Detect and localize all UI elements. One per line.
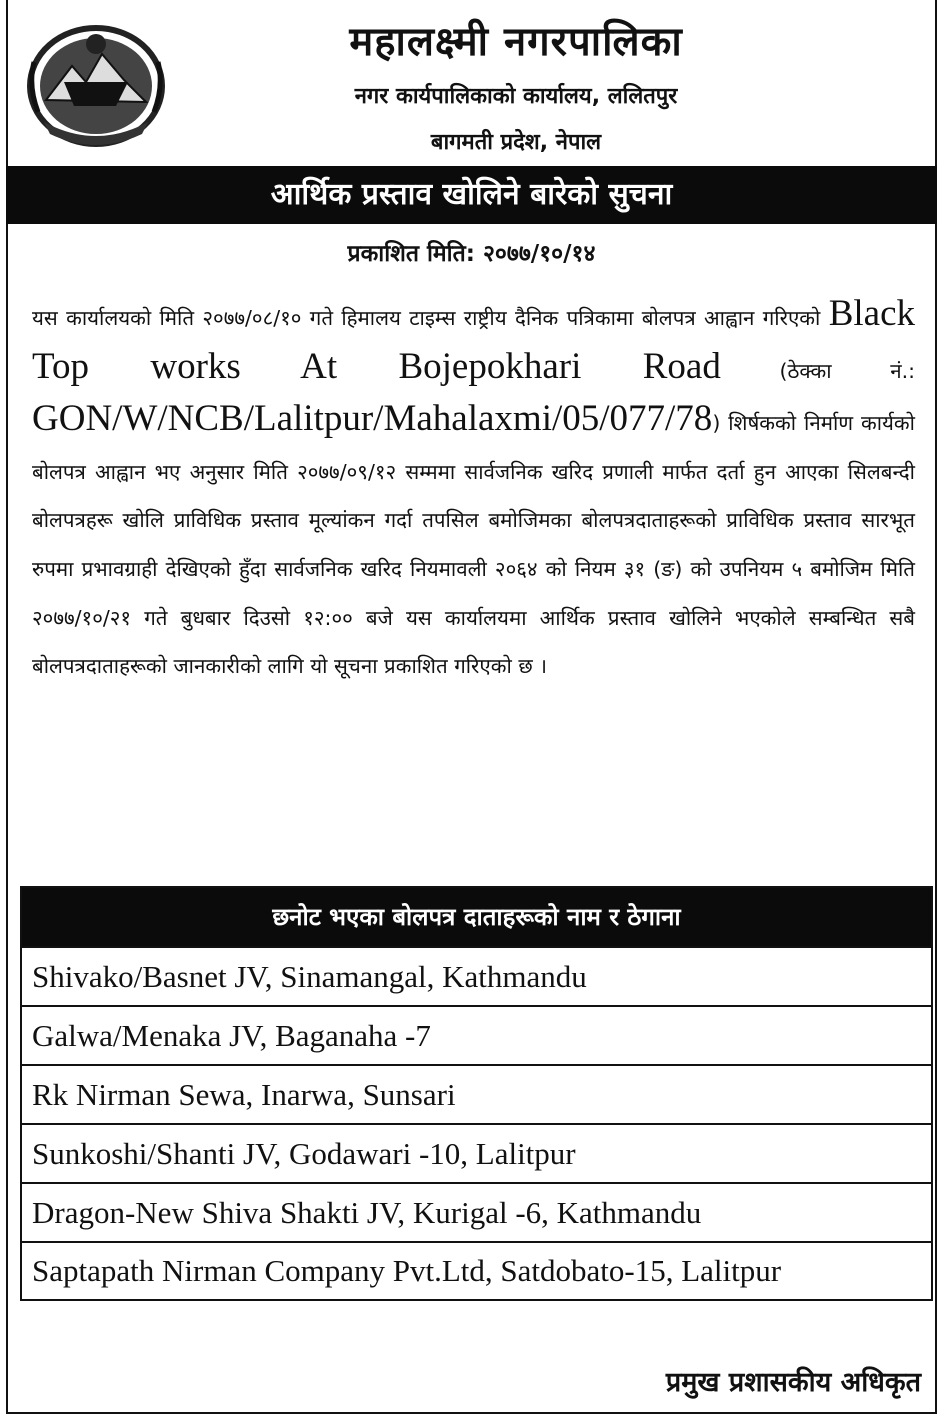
bidder-row: Shivako/Basnet JV, Sinamangal, Kathmandu <box>22 946 931 1005</box>
signatory-title: प्रमुख प्रशासकीय अधिकृत <box>665 1367 921 1398</box>
project-name: Black Top works At Bojepokhari Road <box>32 293 915 387</box>
bidder-row: Galwa/Menaka JV, Baganaha -7 <box>22 1005 931 1064</box>
notice-text-part3: ) शिर्षकको निर्माण कार्यको बोलपत्र आह्वान भए अनुसार मिति २०७७/०९/१२ सम्ममा सार्वजनिक खरिद प्रणाली मार्फत दर्ता हुन आएका सिलबन्दी बोलपत्रहरू खोलि प्राविधिक प्रस्ताव मूल्यांकन गर्दा तपसिल बमोजिमका बोलपत्रदाताहरूको प्राविधिक प्रस्ताव सारभूत रुपमा प्रभावग्राही देखिएको हुँदा सार्वजनिक खरिद नियमावली २०६४ को नियम ३१ (ङ) को उपनियम ५ बमोजिम मिति २०७७/१०/२१ गते बुधबार दिउसो १२:०० बजे यस कार्यालयमा आर्थिक प्रस्ताव खोलिने भएकोले सम्बन्धित सबै बोलपत्रदाताहरूको जानकारीको लागि यो सूचना प्रकाशित गरिएको छ । <box>32 411 915 679</box>
published-date: प्रकाशित मिति: २०७७/१०/१४ <box>347 241 596 267</box>
bidder-row: Rk Nirman Sewa, Inarwa, Sunsari <box>22 1064 931 1123</box>
bidder-row: Saptapath Nirman Company Pvt.Ltd, Satdobato-15, Lalitpur <box>22 1241 931 1299</box>
notice-body <box>32 290 915 691</box>
province-name: बागमती प्रदेश, नेपाल <box>430 130 602 155</box>
notice-text-part1: यस कार्यालयको मिति २०७७/०८/१० गते हिमालय टाइम्स राष्ट्रीय दैनिक पत्रिकामा बोलपत्र आह्वान गरिएको <box>32 306 821 330</box>
bidder-row: Dragon-New Shiva Shakti JV, Kurigal -6, Kathmandu <box>22 1182 931 1241</box>
contract-number: GON/W/NCB/Lalitpur/Mahalaxmi/05/077/78 <box>32 398 713 440</box>
municipality-name: महालक्ष्मी नगरपालिका <box>349 19 683 65</box>
office-name: नगर कार्यपालिकाको कार्यालय, ललितपुर <box>354 84 678 109</box>
bidder-list-heading: छनोट भएका बोलपत्र दाताहरूको नाम र ठेगाना <box>22 888 931 946</box>
bidder-row: Sunkoshi/Shanti JV, Godawari -10, Lalitpur <box>22 1123 931 1182</box>
contract-no-label: (ठेक्का नं.: <box>779 358 916 383</box>
bidder-list <box>20 886 933 1301</box>
notice-header <box>6 0 937 166</box>
nepal-emblem-icon <box>24 22 168 150</box>
notice-heading-banner: आर्थिक प्रस्ताव खोलिने बारेको सुचना <box>6 166 937 224</box>
